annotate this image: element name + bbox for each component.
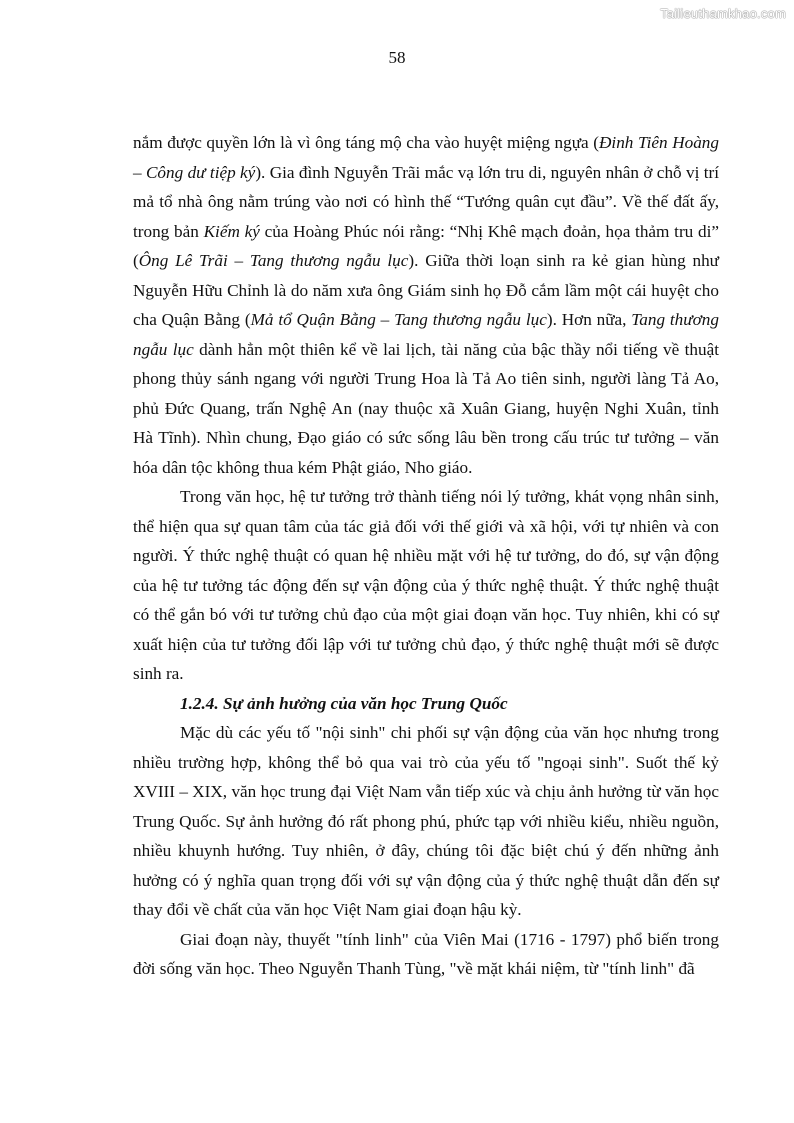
citation-tang-thuong-ngau-luc: Tang thương ngẫu lục xyxy=(133,310,719,359)
citation-kiem-ky: Kiếm ký xyxy=(203,221,260,241)
body-text xyxy=(133,128,719,984)
paragraph-4: Giai đoạn này, thuyết "tính linh" của Viên Mai (1716 - 1797) phổ biến trong đời sống văn học. Theo Nguyễn Thanh Tùng, "về mặt khái niệm, từ "tính linh" đã xyxy=(133,929,719,978)
paragraph-1-text-5: ). Hơn nữa, xyxy=(546,310,632,329)
page-number: 58 xyxy=(388,48,406,67)
citation-dinh-tien-hoang: Đinh Tiên Hoàng – Công dư tiệp ký xyxy=(133,133,719,182)
section-heading: 1.2.4. Sự ảnh hưởng của văn học Trung Quốc xyxy=(180,693,508,713)
watermark: Tailieuthamkhao.com xyxy=(660,6,786,21)
paragraph-1-text-2: ). Gia đình Nguyễn Trãi mắc vạ lớn tru di, nguyên nhân ở chỗ vị trí mả tổ nhà ông nằm trúng vào nơi có hình thế “Tướng quân cụt đầu”. Về thế đất ấy, trong bản xyxy=(133,162,720,241)
paragraph-1-text-1: nắm được quyền lớn là vì ông táng mộ cha vào huyệt miệng ngựa ( xyxy=(133,133,599,152)
paragraph-2: Trong văn học, hệ tư tưởng trở thành tiếng nói lý tưởng, khát vọng nhân sinh, thể hiện qua sự quan tâm của tác giả đối với thế giới và xã hội, với tự nhiên và con người. Ý thức nghệ thuật có quan hệ nhiều mặt với hệ tư tưởng, do đó, sự vận động của hệ tư tưởng tác động đến sự vận động của ý thức nghệ thuật. Ý thức nghệ thuật có thể gắn bó với tư tưởng chủ đạo của một giai đoạn văn học. Tuy nhiên, khi có sự xuất hiện của tư tưởng đối lập với tư tưởng chủ đạo, ý thức nghệ thuật mới sẽ được sinh ra. xyxy=(133,487,719,683)
paragraph-3: Mặc dù các yếu tố "nội sinh" chi phối sự vận động của văn học nhưng trong nhiều trường hợp, không thể bỏ qua vai trò của yếu tố "ngoại sinh". Suốt thế kỷ XVIII – XIX, văn học trung đại Việt Nam vẫn tiếp xúc và chịu ảnh hưởng từ văn học Trung Quốc. Sự ảnh hưởng đó rất phong phú, phức tạp với nhiều kiểu, nhiều nguồn, nhiều khuynh hướng. Tuy nhiên, ở đây, chúng tôi đặc biệt chú ý đến những ảnh hưởng có ý nghĩa quan trọng đối với sự vận động của ý thức nghệ thuật dẫn đến sự thay đổi về chất của văn học Việt Nam giai đoạn hậu kỳ. xyxy=(133,723,719,919)
paragraph-1 xyxy=(133,128,719,482)
citation-ma-to-quan-bang: Mả tổ Quận Bằng – Tang thương ngẫu lục xyxy=(250,310,547,329)
paragraph-1-text-4: ). Giữa thời loạn sinh ra kẻ gian hùng như Nguyễn Hữu Chỉnh là do năm xưa ông Giám sinh họ Đỗ cắm lầm một cái huyệt cho cha Quận Bằng ( xyxy=(133,251,719,329)
paragraph-1-text-6: dành hẳn một thiên kể về lai lịch, tài năng của bậc thầy nổi tiếng về thuật phong thủy sánh ngang với người Trung Hoa là Tả Ao tiên sinh, người làng Tả Ao, phủ Đức Quang, trấn Nghệ An (nay thuộc xã Xuân Giang, huyện Nghi Xuân, tỉnh Hà Tĩnh). Nhìn chung, Đạo giáo có sức sống lâu bền trong cấu trúc tư tưởng – văn hóa dân tộc không thua kém Phật giáo, Nho giáo. xyxy=(133,339,720,477)
citation-ong-le-trai: Ông Lê Trãi – Tang thương ngẫu lục xyxy=(138,251,409,270)
paragraph-1-text-3: của Hoàng Phúc nói rằng: “Nhị Khê mạch đoản, họa thảm tru di” ( xyxy=(133,221,719,270)
